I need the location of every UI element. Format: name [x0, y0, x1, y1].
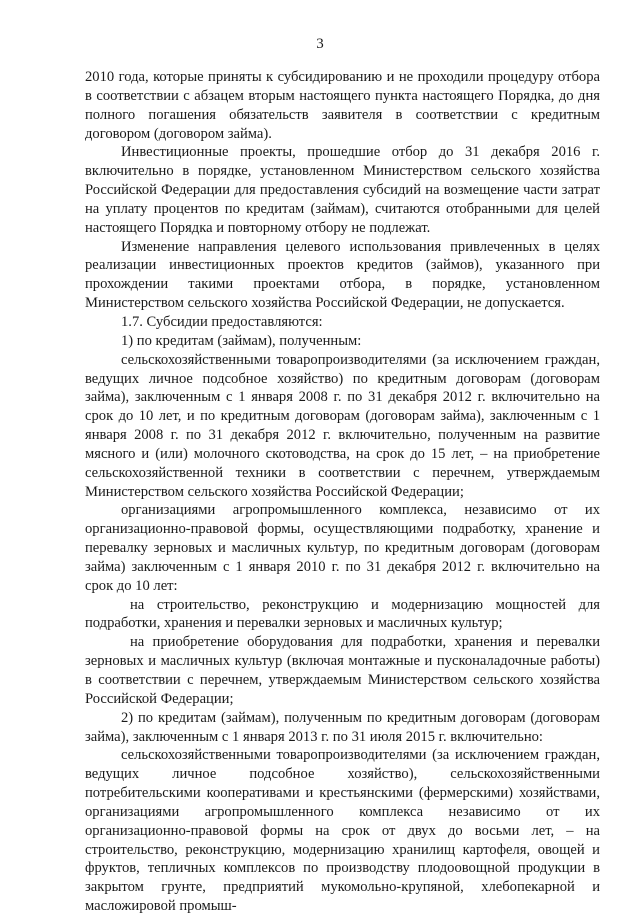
document-body: [85, 68, 600, 916]
paragraph-item-1: 1) по кредитам (займам), полученным:: [121, 332, 362, 349]
paragraph-section-1-7: 1.7. Субсидии предоставляются:: [121, 313, 323, 330]
paragraph-item-2: 2) по кредитам (займам), полученным по кредитным договорам (договорам займа), заключенным с 1 января 2013 г. по 31 июля 2015 г. включительно:: [85, 709, 600, 745]
paragraph-equipment-purchase: на приобретение оборудования для подработки, хранения и перевалки зерновых и масличных культур (включая монтажные и пусконаладочные работы) в соответствии с перечнем, утверждаемым Министерством сельского хозяйства Российской Федерации;: [85, 634, 600, 707]
paragraph-storage-construction: сельскохозяйственными товаропроизводителями (за исключением граждан, ведущих личное подсобное хозяйство), сельскохозяйственными потребительскими кооперативами и крестьянскими (фермерскими) хозяйствами, организациями агропромышленного комплекса независимо от их организационно-правовой формы на срок от двух до восьми лет, – на строительство, реконструкцию, модернизацию хранилищ картофеля, овощей и фруктов, тепличных комплексов по производству плодоовощной продукции в закрытом грунте, предприятий мукомольно-крупяной, хлебопекарной и масложировой промыш-: [85, 747, 600, 915]
paragraph-agri-producers-equipment: сельскохозяйственными товаропроизводителями (за исключением граждан, ведущих личное подсобное хозяйство) по кредитным договорам (договорам займа), заключенным с 1 января 2008 г. по 31 декабря 2012 г. включительно на срок до 10 лет, и по кредитным договорам (договорам займа), заключенным с 1 января 2008 г. по 31 декабря 2012 г. включительно, полученным на развитие мясного и (или) молочного скотоводства, на срок до 15 лет, – на приобретение сельскохозяйственной техники в соответствии с перечнем, утверждаемым Министерством сельского хозяйства Российской Федерации;: [85, 351, 600, 500]
paragraph-continuation: 2010 года, которые приняты к субсидированию и не проходили процедуру отбора в соответствии с абзацем вторым настоящего пункта настоящего Порядка, до дня полного погашения обязательств заявителя в соответствии с кредитным договором (договором займа).: [85, 69, 600, 142]
paragraph-agri-organizations: организациями агропромышленного комплекса, независимо от их организационно-правовой формы, осуществляющими подработку, хранение и перевалку зерновых и масличных культур, по кредитным договорам (договорам займа) заключенным с 1 января 2010 г. по 31 декабря 2012 г. включительно на срок до 10 лет:: [85, 502, 600, 594]
page-number: 3: [316, 36, 324, 52]
paragraph-construction: на строительство, реконструкцию и модернизацию мощностей для подработки, хранения и перевалки зерновых и масличных культур;: [85, 596, 600, 632]
paragraph-investment-projects: Инвестиционные проекты, прошедшие отбор до 31 декабря 2016 г. включительно в порядке, установленном Министерством сельского хозяйства Российской Федерации для предоставления субсидий на возмещение части затрат на уплату процентов по кредитам (займам), считаются отобранными для целей настоящего Порядка и повторному отбору не подлежат.: [85, 144, 600, 236]
paragraph-change-of-purpose: Изменение направления целевого использования привлеченных в целях реализации инвестиционных проектов кредитов (займов), указанного при прохождении такими проектами отбора, в порядке, установленном Министерством сельского хозяйства Российской Федерации, не допускается.: [85, 238, 600, 312]
